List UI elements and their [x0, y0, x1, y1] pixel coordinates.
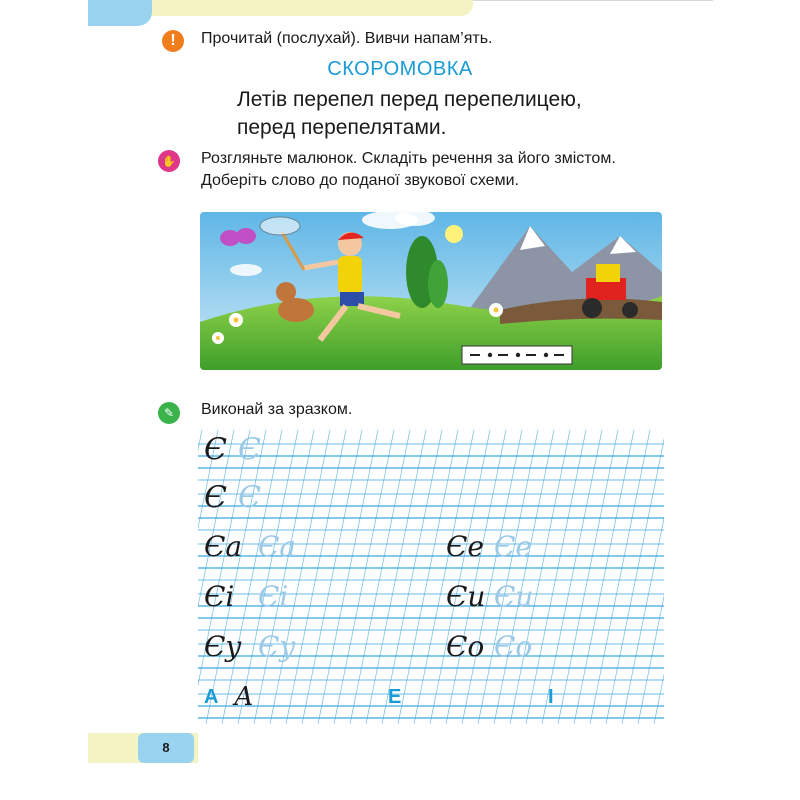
- cursive-sample-row5-left: Єу: [204, 630, 242, 663]
- tongue-twister-title: СКОРОМОВКА: [327, 58, 473, 80]
- cursive-trace-row4-right: Єи: [494, 580, 534, 613]
- cursive-trace-row1: Є: [238, 432, 261, 467]
- header-tab: [88, 0, 152, 26]
- cursive-sample-row4-left: Єі: [204, 580, 235, 613]
- page-footer: [88, 733, 198, 763]
- tongue-twister-line1: Летів перепел перед перепелицею,: [237, 88, 582, 111]
- cursive-sample-row4-right: Єи: [446, 580, 486, 613]
- cursive-trace-row4-left: Єі: [258, 580, 289, 613]
- print-letter-i: І: [548, 686, 554, 708]
- handwriting-lines: [198, 424, 664, 724]
- exclamation-icon: !: [162, 30, 184, 52]
- task2-line1: Розгляньте малюнок. Складіть речення за його змістом.: [201, 150, 616, 167]
- sound-scheme: [462, 346, 572, 364]
- task3-instruction: Виконай за зразком.: [201, 401, 353, 418]
- handshake-icon: ✋: [158, 150, 180, 172]
- illustration-svg: [200, 212, 662, 370]
- tongue-twister-text: [237, 86, 582, 142]
- sun: [445, 225, 463, 243]
- cursive-sample-row3-right: Єе: [446, 530, 484, 563]
- print-letter-e: Е: [388, 686, 402, 708]
- print-letter-a: А: [204, 686, 219, 708]
- task1-instruction: Прочитай (послухай). Вивчи напам’ять.: [201, 30, 493, 47]
- cursive-trace-row3-left: Єа: [258, 530, 297, 563]
- cursive-trace-row2: Є: [238, 480, 261, 515]
- cursive-trace-row5-left: Єу: [258, 630, 296, 663]
- page-number-box: [138, 733, 194, 763]
- cursive-sample-row2: Є: [204, 480, 227, 515]
- header-rule: [473, 0, 713, 1]
- task2-line2: Доберіть слово до поданої звукової схеми.: [201, 172, 519, 189]
- cursive-sample-row1: Є: [204, 432, 227, 467]
- cloud: [230, 264, 262, 276]
- cursive-trace-row5-right: Єо: [494, 630, 533, 663]
- header-band: [88, 0, 473, 16]
- cursive-sample-row5-right: Єо: [446, 630, 485, 663]
- illustration: [200, 212, 662, 370]
- tree: [428, 260, 448, 308]
- cursive-letter-a: А: [234, 682, 254, 712]
- pencil-icon: ✎: [158, 402, 180, 424]
- cursive-trace-row3-right: Єе: [494, 530, 532, 563]
- page-number: 8: [162, 740, 170, 755]
- tongue-twister-line2: перед перепелятами.: [237, 116, 447, 139]
- cursive-sample-row3-left: Єа: [204, 530, 243, 563]
- handwriting-grid: [198, 424, 664, 724]
